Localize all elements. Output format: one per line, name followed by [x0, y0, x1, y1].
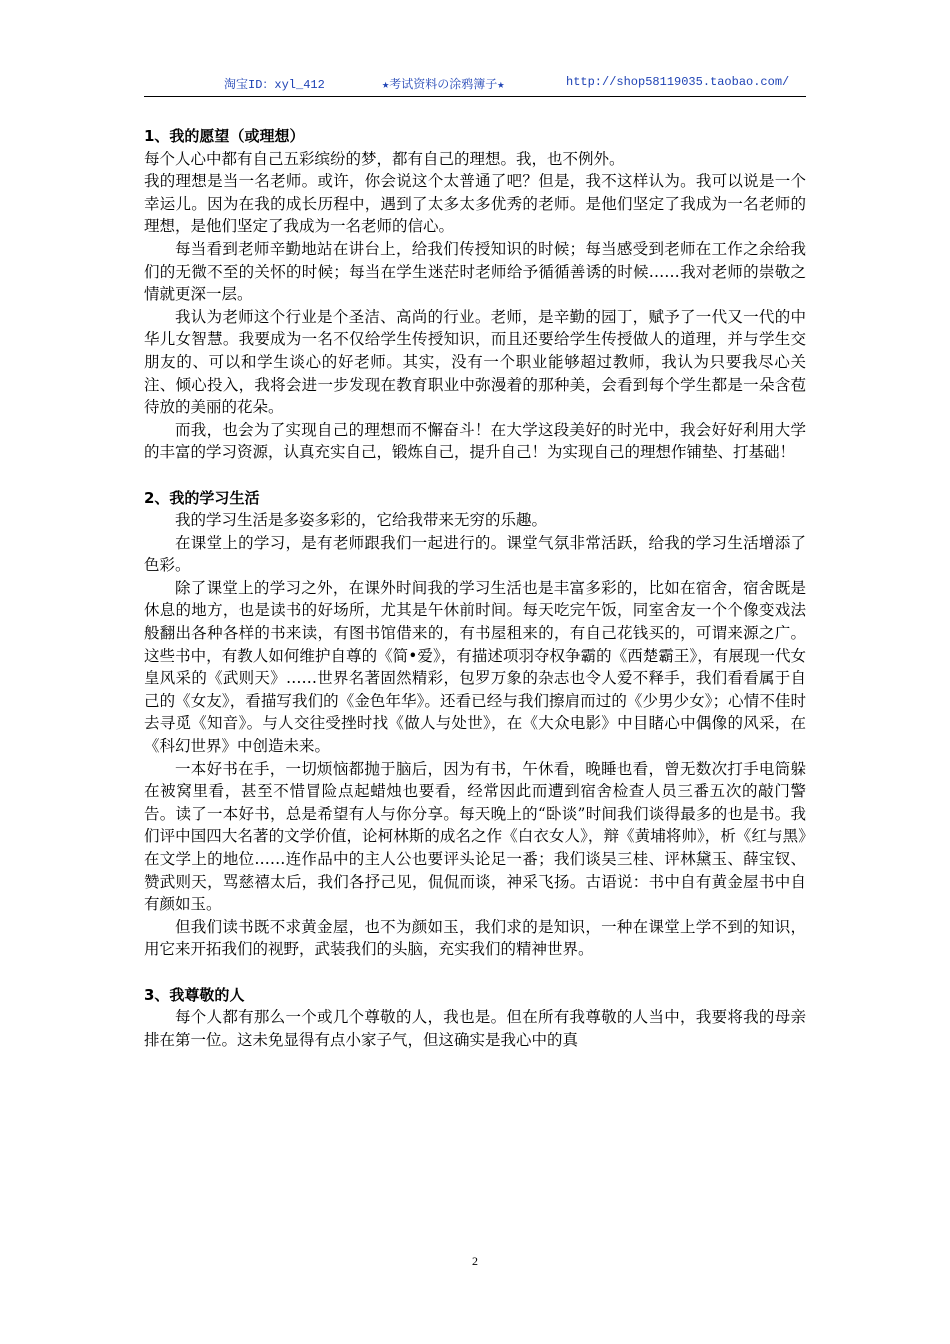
section-wish [144, 125, 806, 464]
section-heading: 3、我尊敬的人 [144, 985, 245, 1004]
section-heading: 2、我的学习生活 [144, 488, 260, 507]
page-number: 2 [472, 1254, 478, 1268]
header-taobao-id: 淘宝ID：xyl_412 [224, 78, 325, 92]
paragraph: 在课堂上的学习，是有老师跟我们一起进行的。课堂气氛非常活跃，给我的学习生活增添了色彩。 [144, 533, 806, 575]
paragraph: 每当看到老师辛勤地站在讲台上，给我们传授知识的时候；每当感受到老师在工作之余给我们的无微不至的关怀的时候；每当在学生迷茫时老师给予循循善诱的时候……我对老师的崇敬之情就更深一层。 [144, 239, 806, 304]
header-shop-url[interactable]: http://shop58119035.taobao.com/ [566, 75, 790, 89]
paragraph: 但我们读书既不求黄金屋，也不为颜如玉，我们求的是知识，一种在课堂上学不到的知识，用它来开拓我们的视野，武装我们的头脑，充实我们的精神世界。 [144, 917, 806, 959]
section-study-life [144, 487, 806, 961]
document-body [144, 125, 806, 1074]
header-shop-name: ★考试资料の涂鸦簿子★ [382, 78, 505, 92]
paragraph: 一本好书在手，一切烦恼都抛于脑后，因为有书，午休看，晚睡也看，曾无数次打手电筒躲在被窝里看，甚至不惜冒险点起蜡烛也要看，经常因此而遭到宿舍检查人员三番五次的敲门警告。读了一本好书，总是希望有人与你分享。每天晚上的“卧谈”时间我们谈得最多的也是书。我们评中国四大名著的文学价值，论柯林斯的成名之作《白衣女人》，辩《黄埔将帅》，析《红与黑》在文学上的地位……连作品中的主人公也要评头论足一番；我们谈吴三桂、评林黛玉、薛宝钗、赞武则天，骂慈禧太后，我们各抒己见，侃侃而谈，神采飞扬。古语说：书中自有黄金屋书中自有颜如玉。 [144, 759, 806, 914]
header-divider [144, 96, 806, 97]
section-respected-person [144, 984, 806, 1052]
paragraph: 每个人心中都有自己五彩缤纷的梦，都有自己的理想。我，也不例外。 [144, 149, 625, 168]
paragraph: 除了课堂上的学习之外，在课外时间我的学习生活也是丰富多彩的，比如在宿舍，宿舍既是休息的地方，也是读书的好场所，尤其是午休前时间。每天吃完午饭，同室舍友一个个像变戏法般翻出各种各样的书来读，有图书馆借来的，有书屋租来的，有自己花钱买的，可谓来源之广。这些书中，有教人如何维护自尊的《简•爱》，有描述项羽夺权争霸的《西楚霸王》，有展现一代女皇风采的《武则天》……世界名著固然精彩，包罗万象的杂志也令人爱不释手，我们看看属于自己的《女友》，看描写我们的《金色年华》。还看已经与我们擦肩而过的《少男少女》；心情不佳时去寻觅《知音》。与人交往受挫时找《做人与处世》，在《大众电影》中目睹心中偶像的风采，在《科幻世界》中创造未来。 [144, 578, 806, 756]
paragraph: 我的理想是当一名老师。或许，你会说这个太普通了吧？但是，我不这样认为。我可以说是一个幸运儿。因为在我的成长历程中，遇到了太多太多优秀的老师。是他们坚定了我成为一名老师的理想，是他们坚定了我成为一名老师的信心。 [144, 172, 806, 236]
paragraph: 每个人都有那么一个或几个尊敬的人，我也是。但在所有我尊敬的人当中，我要将我的母亲排在第一位。这未免显得有点小家子气，但这确实是我心中的真 [144, 1008, 806, 1049]
paragraph: 我认为老师这个行业是个圣洁、高尚的行业。老师，是辛勤的园丁，赋予了一代又一代的中华儿女智慧。我要成为一名不仅给学生传授知识，而且还要给学生传授做人的道理，并与学生交朋友的、可以和学生谈心的好老师。其实，没有一个职业能够超过教师，我认为只要我尽心关注、倾心投入，我将会进一步发现在教育职业中弥漫着的那种美，会看到每个学生都是一朵含苞待放的美丽的花朵。 [144, 307, 806, 417]
paragraph: 而我，也会为了实现自己的理想而不懈奋斗！在大学这段美好的时光中，我会好好利用大学的丰富的学习资源，认真充实自己，锻炼自己，提升自己！为实现自己的理想作铺垫、打基础！ [144, 420, 806, 462]
paragraph: 我的学习生活是多姿多彩的，它给我带来无穷的乐趣。 [175, 511, 548, 530]
page-header [144, 71, 806, 95]
section-heading: 1、我的愿望（或理想） [144, 127, 305, 145]
